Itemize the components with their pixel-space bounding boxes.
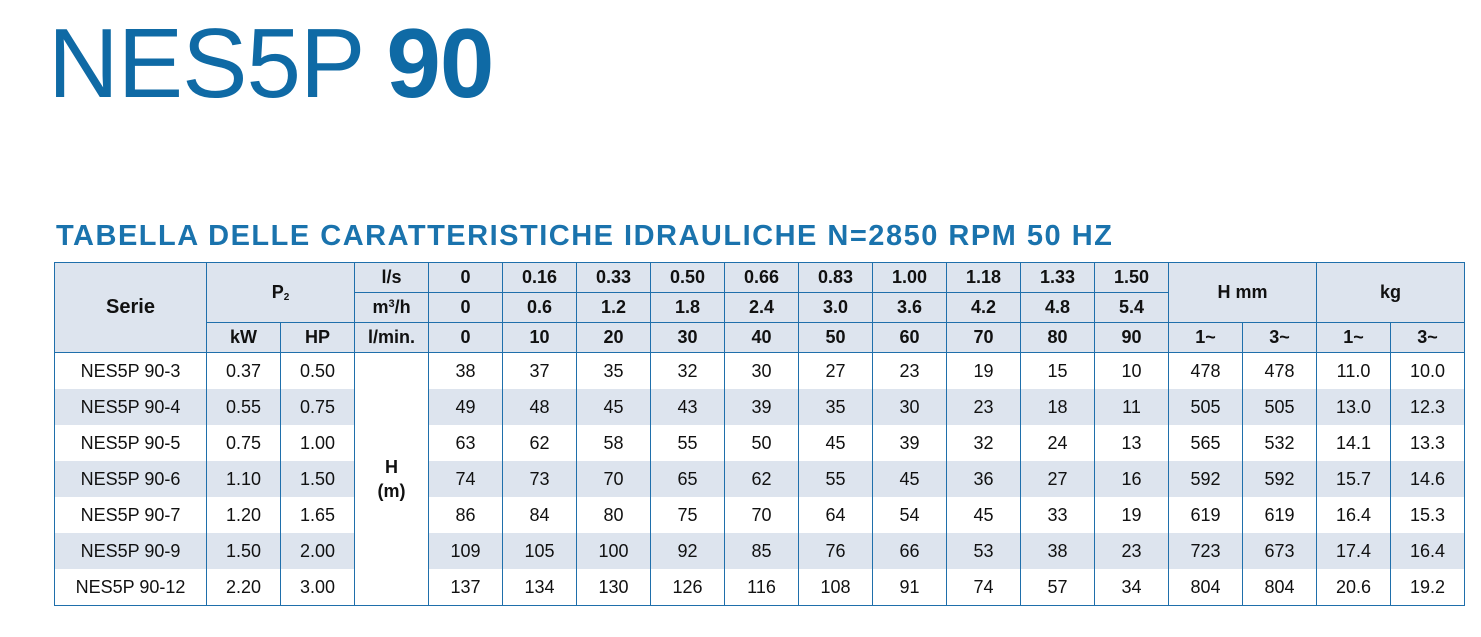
kg-3phase-cell: 19.2 bbox=[1391, 569, 1465, 606]
serie-cell: NES5P 90-4 bbox=[55, 389, 207, 425]
flow-ls-cell: 0.66 bbox=[725, 263, 799, 293]
head-value-cell: 70 bbox=[577, 461, 651, 497]
head-value-cell: 57 bbox=[1021, 569, 1095, 606]
flow-m3h-cell: 4.8 bbox=[1021, 293, 1095, 323]
flow-lmin-cell: 0 bbox=[429, 323, 503, 353]
unit-lmin: l/min. bbox=[355, 323, 429, 353]
kg-1phase-cell: 14.1 bbox=[1317, 425, 1391, 461]
page-title bbox=[48, 8, 493, 118]
hmm-1phase-cell: 592 bbox=[1169, 461, 1243, 497]
hmm-3phase-header: 3~ bbox=[1243, 323, 1317, 353]
flow-ls-cell: 0.83 bbox=[799, 263, 873, 293]
power-header-subscript: 2 bbox=[283, 292, 290, 303]
kw-cell: 0.75 bbox=[207, 425, 281, 461]
head-value-cell: 92 bbox=[651, 533, 725, 569]
head-value-cell: 13 bbox=[1095, 425, 1169, 461]
kw-cell: 1.20 bbox=[207, 497, 281, 533]
head-value-cell: 32 bbox=[947, 425, 1021, 461]
serie-cell: NES5P 90-12 bbox=[55, 569, 207, 606]
kw-header: kW bbox=[207, 323, 281, 353]
unit-ls: l/s bbox=[355, 263, 429, 293]
head-value-cell: 116 bbox=[725, 569, 799, 606]
kg-1phase-cell: 20.6 bbox=[1317, 569, 1391, 606]
head-value-cell: 23 bbox=[873, 353, 947, 390]
head-value-cell: 50 bbox=[725, 425, 799, 461]
power-header bbox=[207, 263, 355, 323]
data-rows bbox=[55, 353, 1465, 606]
flow-m3h-cell: 4.2 bbox=[947, 293, 1021, 323]
flow-m3h-cell: 3.6 bbox=[873, 293, 947, 323]
head-value-cell: 74 bbox=[947, 569, 1021, 606]
unit-m3h-base: m bbox=[372, 297, 389, 317]
kw-cell: 1.10 bbox=[207, 461, 281, 497]
hp-cell: 2.00 bbox=[281, 533, 355, 569]
kw-cell: 2.20 bbox=[207, 569, 281, 606]
serie-cell: NES5P 90-5 bbox=[55, 425, 207, 461]
kg-3phase-cell: 10.0 bbox=[1391, 353, 1465, 390]
kg-3phase-cell: 13.3 bbox=[1391, 425, 1465, 461]
flow-ls-cell: 0 bbox=[429, 263, 503, 293]
hydraulic-characteristics-table bbox=[54, 262, 1465, 606]
serie-header-label: Serie bbox=[106, 296, 155, 318]
head-value-cell: 43 bbox=[651, 389, 725, 425]
head-value-cell: 35 bbox=[799, 389, 873, 425]
flow-ls-cell: 0.33 bbox=[577, 263, 651, 293]
header-row-ls bbox=[55, 263, 1465, 293]
head-value-cell: 34 bbox=[1095, 569, 1169, 606]
kg-1phase-header: 1~ bbox=[1317, 323, 1391, 353]
table-row bbox=[55, 497, 1465, 533]
hp-cell: 1.00 bbox=[281, 425, 355, 461]
hmm-3phase-cell: 804 bbox=[1243, 569, 1317, 606]
flow-m3h-cell: 2.4 bbox=[725, 293, 799, 323]
head-value-cell: 15 bbox=[1021, 353, 1095, 390]
head-value-cell: 19 bbox=[1095, 497, 1169, 533]
head-value-cell: 137 bbox=[429, 569, 503, 606]
head-value-cell: 62 bbox=[503, 425, 577, 461]
head-value-cell: 100 bbox=[577, 533, 651, 569]
head-value-cell: 27 bbox=[1021, 461, 1095, 497]
head-value-cell: 55 bbox=[651, 425, 725, 461]
head-value-cell: 49 bbox=[429, 389, 503, 425]
kg-3phase-cell: 14.6 bbox=[1391, 461, 1465, 497]
hmm-3phase-cell: 478 bbox=[1243, 353, 1317, 390]
head-value-cell: 48 bbox=[503, 389, 577, 425]
head-value-cell: 36 bbox=[947, 461, 1021, 497]
hmm-1phase-cell: 478 bbox=[1169, 353, 1243, 390]
head-value-cell: 11 bbox=[1095, 389, 1169, 425]
head-label: H bbox=[385, 457, 399, 477]
head-value-cell: 91 bbox=[873, 569, 947, 606]
flow-ls-cell: 1.18 bbox=[947, 263, 1021, 293]
hmm-3phase-cell: 592 bbox=[1243, 461, 1317, 497]
head-value-cell: 70 bbox=[725, 497, 799, 533]
flow-ls-cell: 1.00 bbox=[873, 263, 947, 293]
flow-m3h-cell: 1.8 bbox=[651, 293, 725, 323]
kw-cell: 0.55 bbox=[207, 389, 281, 425]
head-value-cell: 85 bbox=[725, 533, 799, 569]
head-value-cell: 63 bbox=[429, 425, 503, 461]
head-value-cell: 76 bbox=[799, 533, 873, 569]
hmm-3phase-cell: 532 bbox=[1243, 425, 1317, 461]
flow-lmin-cell: 30 bbox=[651, 323, 725, 353]
hmm-1phase-cell: 505 bbox=[1169, 389, 1243, 425]
unit-m3h-superscript: 3 bbox=[388, 298, 395, 310]
head-value-cell: 45 bbox=[799, 425, 873, 461]
flow-lmin-cell: 10 bbox=[503, 323, 577, 353]
head-value-cell: 39 bbox=[725, 389, 799, 425]
hmm-1phase-header: 1~ bbox=[1169, 323, 1243, 353]
serie-cell: NES5P 90-3 bbox=[55, 353, 207, 390]
head-value-cell: 24 bbox=[1021, 425, 1095, 461]
serie-cell: NES5P 90-7 bbox=[55, 497, 207, 533]
flow-ls-cell: 0.50 bbox=[651, 263, 725, 293]
hp-header: HP bbox=[281, 323, 355, 353]
flow-ls-cell: 1.33 bbox=[1021, 263, 1095, 293]
hp-cell: 1.65 bbox=[281, 497, 355, 533]
head-value-cell: 45 bbox=[577, 389, 651, 425]
kg-1phase-cell: 16.4 bbox=[1317, 497, 1391, 533]
head-value-cell: 23 bbox=[1095, 533, 1169, 569]
head-value-cell: 37 bbox=[503, 353, 577, 390]
head-value-cell: 58 bbox=[577, 425, 651, 461]
hp-cell: 1.50 bbox=[281, 461, 355, 497]
head-value-cell: 53 bbox=[947, 533, 1021, 569]
kg-header: kg bbox=[1317, 263, 1465, 323]
hmm-3phase-cell: 673 bbox=[1243, 533, 1317, 569]
head-value-cell: 126 bbox=[651, 569, 725, 606]
hp-cell: 0.50 bbox=[281, 353, 355, 390]
head-value-cell: 55 bbox=[799, 461, 873, 497]
flow-lmin-cell: 40 bbox=[725, 323, 799, 353]
flow-m3h-cell: 5.4 bbox=[1095, 293, 1169, 323]
kg-1phase-cell: 15.7 bbox=[1317, 461, 1391, 497]
unit-m3h bbox=[355, 293, 429, 323]
kg-3phase-cell: 12.3 bbox=[1391, 389, 1465, 425]
head-value-cell: 65 bbox=[651, 461, 725, 497]
head-value-cell: 62 bbox=[725, 461, 799, 497]
hmm-1phase-cell: 565 bbox=[1169, 425, 1243, 461]
head-value-cell: 33 bbox=[1021, 497, 1095, 533]
head-label-cell bbox=[355, 353, 429, 606]
kg-1phase-cell: 17.4 bbox=[1317, 533, 1391, 569]
table-row bbox=[55, 569, 1465, 606]
title-number: 90 bbox=[386, 8, 494, 118]
table-subtitle: TABELLA DELLE CARATTERISTICHE IDRAULICHE N=2850 RPM 50 HZ bbox=[56, 220, 1114, 252]
flow-lmin-cell: 70 bbox=[947, 323, 1021, 353]
header-row-lmin bbox=[55, 323, 1465, 353]
head-value-cell: 75 bbox=[651, 497, 725, 533]
kw-cell: 1.50 bbox=[207, 533, 281, 569]
head-value-cell: 30 bbox=[873, 389, 947, 425]
head-value-cell: 80 bbox=[577, 497, 651, 533]
head-value-cell: 66 bbox=[873, 533, 947, 569]
kg-3phase-cell: 16.4 bbox=[1391, 533, 1465, 569]
hp-cell: 3.00 bbox=[281, 569, 355, 606]
flow-m3h-cell: 1.2 bbox=[577, 293, 651, 323]
serie-cell: NES5P 90-6 bbox=[55, 461, 207, 497]
head-unit: (m) bbox=[377, 481, 406, 501]
head-value-cell: 23 bbox=[947, 389, 1021, 425]
head-value-cell: 27 bbox=[799, 353, 873, 390]
kg-1phase-cell: 11.0 bbox=[1317, 353, 1391, 390]
head-value-cell: 134 bbox=[503, 569, 577, 606]
hmm-3phase-cell: 619 bbox=[1243, 497, 1317, 533]
kg-3phase-cell: 15.3 bbox=[1391, 497, 1465, 533]
flow-ls-cell: 0.16 bbox=[503, 263, 577, 293]
hmm-1phase-cell: 723 bbox=[1169, 533, 1243, 569]
head-value-cell: 109 bbox=[429, 533, 503, 569]
serie-header bbox=[55, 263, 207, 353]
flow-lmin-cell: 60 bbox=[873, 323, 947, 353]
flow-lmin-cell: 90 bbox=[1095, 323, 1169, 353]
head-value-cell: 35 bbox=[577, 353, 651, 390]
head-value-cell: 108 bbox=[799, 569, 873, 606]
hmm-header: H mm bbox=[1169, 263, 1317, 323]
head-value-cell: 38 bbox=[429, 353, 503, 390]
flow-lmin-cell: 50 bbox=[799, 323, 873, 353]
unit-m3h-tail: /h bbox=[394, 297, 411, 317]
table-row bbox=[55, 533, 1465, 569]
head-value-cell: 18 bbox=[1021, 389, 1095, 425]
head-value-cell: 74 bbox=[429, 461, 503, 497]
serie-cell: NES5P 90-9 bbox=[55, 533, 207, 569]
head-value-cell: 19 bbox=[947, 353, 1021, 390]
flow-m3h-cell: 0 bbox=[429, 293, 503, 323]
head-value-cell: 38 bbox=[1021, 533, 1095, 569]
table-row bbox=[55, 425, 1465, 461]
head-value-cell: 130 bbox=[577, 569, 651, 606]
hmm-1phase-cell: 804 bbox=[1169, 569, 1243, 606]
head-value-cell: 39 bbox=[873, 425, 947, 461]
power-header-label: P bbox=[271, 282, 284, 302]
head-value-cell: 16 bbox=[1095, 461, 1169, 497]
head-value-cell: 45 bbox=[947, 497, 1021, 533]
head-value-cell: 30 bbox=[725, 353, 799, 390]
head-value-cell: 84 bbox=[503, 497, 577, 533]
kw-cell: 0.37 bbox=[207, 353, 281, 390]
flow-ls-cell: 1.50 bbox=[1095, 263, 1169, 293]
kg-3phase-header: 3~ bbox=[1391, 323, 1465, 353]
head-value-cell: 64 bbox=[799, 497, 873, 533]
flow-m3h-cell: 0.6 bbox=[503, 293, 577, 323]
head-value-cell: 45 bbox=[873, 461, 947, 497]
flow-lmin-cell: 80 bbox=[1021, 323, 1095, 353]
table-row bbox=[55, 353, 1465, 390]
title-main: NES5P bbox=[48, 8, 365, 118]
flow-m3h-cell: 3.0 bbox=[799, 293, 873, 323]
head-value-cell: 10 bbox=[1095, 353, 1169, 390]
flow-lmin-cell: 20 bbox=[577, 323, 651, 353]
hmm-1phase-cell: 619 bbox=[1169, 497, 1243, 533]
table-row bbox=[55, 389, 1465, 425]
head-value-cell: 54 bbox=[873, 497, 947, 533]
head-value-cell: 105 bbox=[503, 533, 577, 569]
head-value-cell: 32 bbox=[651, 353, 725, 390]
head-value-cell: 73 bbox=[503, 461, 577, 497]
kg-1phase-cell: 13.0 bbox=[1317, 389, 1391, 425]
hmm-3phase-cell: 505 bbox=[1243, 389, 1317, 425]
head-value-cell: 86 bbox=[429, 497, 503, 533]
hp-cell: 0.75 bbox=[281, 389, 355, 425]
table-row bbox=[55, 461, 1465, 497]
